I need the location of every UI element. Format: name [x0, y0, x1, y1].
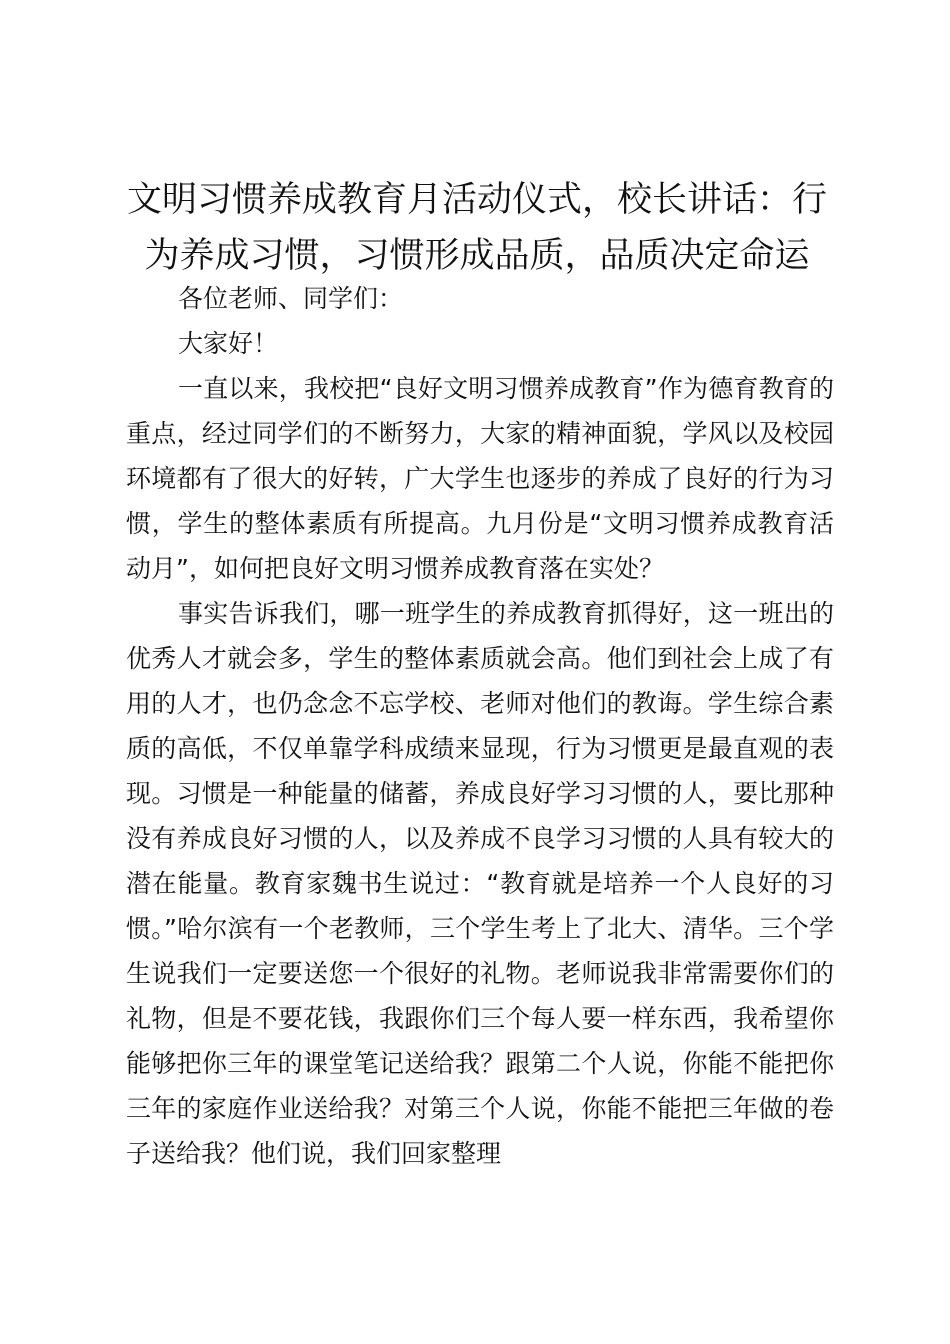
document-title: 文明习惯养成教育月活动仪式，校长讲话：行为养成习惯，习惯形成品质，品质决定命运: [126, 180, 827, 276]
greeting: 大家好！: [178, 329, 279, 358]
paragraph-2: 事实告诉我们，哪一班学生的养成教育抓得好，这一班出的优秀人才就会多，学生的整体素质就会高。他们到社会上成了有用的人才，也仍念念不忘学校、老师对他们的教诲。学生综合素质的高低，不仅单靠学科成绩来显现，行为习惯更是最直观的表现。习惯是一种能量的储蓄，养成良好学习习惯的人，要比那种没有养成良好习惯的人，以及养成不良学习习惯的人具有较大的潜在能量。教育家魏书生说过：“教育就是培养一个人良好的习惯。”哈尔滨有一个老教师，三个学生考上了北大、清华。三个学生说我们一定要送您一个很好的礼物。老师说我非常需要你们的礼物，但是不要花钱，我跟你们三个每人要一样东西，我希望你能够把你三年的课堂笔记送给我？跟第二个人说，你能不能把你三年的家庭作业送给我？对第三个人说，你能不能把三年做的卷子送给我？他们说，我们回家整理: [126, 599, 834, 1168]
salutation: 各位老师、同学们：: [178, 284, 404, 313]
document-body: [126, 276, 834, 1176]
paragraph-1: 一直以来，我校把“良好文明习惯养成教育”作为德育教育的重点，经过同学们的不断努力，大家的精神面貌，学风以及校园环境都有了很大的好转，广大学生也逐步的养成了良好的行为习惯，学生的整体素质有所提高。九月份是“文明习惯养成教育活动月”，如何把良好文明习惯养成教育落在实处？: [126, 374, 834, 583]
